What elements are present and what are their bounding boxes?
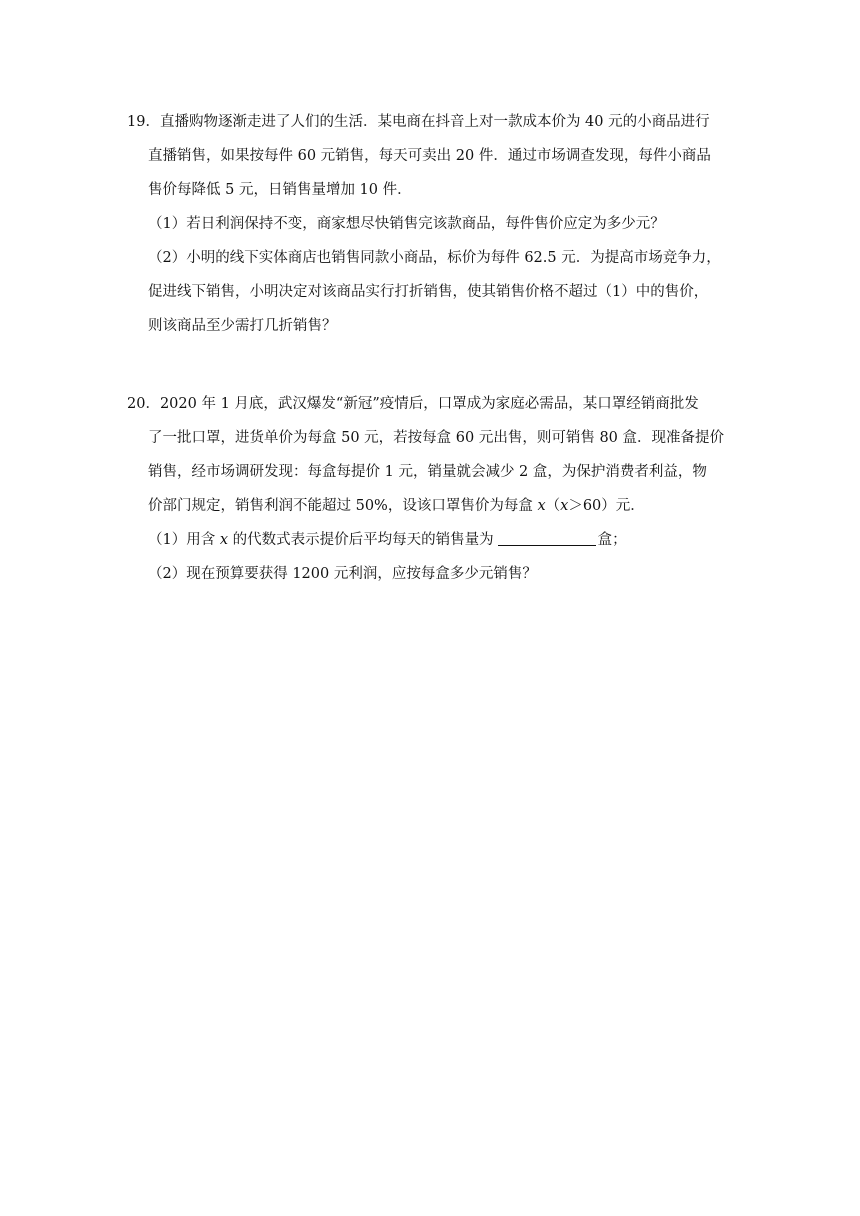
q19-line-1: [127, 112, 710, 132]
q20-line-4-paren: （: [545, 498, 561, 514]
q20-line-1: [127, 394, 699, 414]
q19-part-2-line-2: 促进线下销售，小明决定对该商品实行打折销售，使其销售价格不超过（1）中的售价，: [148, 284, 709, 300]
q20-part-1-unit: 盒；: [597, 532, 627, 548]
q20-part-1-prefix: （1）用含: [148, 532, 220, 548]
q19-text-line-2: 直播销售，如果按每件 60 元销售，每天可卖出 20 件．通过市场调查发现，每件小商品: [148, 148, 711, 164]
q20-part-2: （2）现在预算要获得 1200 元利润，应按每盒多少元销售？: [148, 566, 537, 582]
q20-text-line-2: 了一批口罩，进货单价为每盒 50 元，若按每盒 60 元出售，则可销售 80 盒．现准备提价: [148, 430, 725, 446]
variable-x: x: [219, 532, 229, 548]
variable-x: x: [560, 498, 569, 514]
variable-x: x: [537, 498, 546, 514]
q20-text-line-4: [148, 496, 645, 516]
q20-number: 20．: [127, 396, 160, 412]
q19-number: 19．: [127, 114, 160, 130]
q20-line-4-end: ＞60）元．: [568, 498, 645, 514]
q20-text-line-3: 销售，经市场调研发现：每盒每提价 1 元，销量就会减少 2 盒，为保护消费者利益，物: [148, 464, 707, 480]
q19-part-2-line-1: （2）小明的线下实体商店也销售同款小商品，标价为每件 62.5 元．为提高市场竞争力，: [148, 250, 721, 266]
q19-text-line-1: 直播购物逐渐走进了人们的生活．某电商在抖音上对一款成本价为 40 元的小商品进行: [159, 114, 710, 130]
q19-text-line-3: 售价每降低 5 元，日销售量增加 10 件．: [148, 182, 412, 198]
q20-line-4-text: 价部门规定，销售利润不能超过 50%，设该口罩售价为每盒: [148, 498, 538, 514]
q19-part-2-line-3: 则该商品至少需打几折销售？: [148, 318, 337, 334]
q20-text-line-1: 2020 年 1 月底，武汉爆发“新冠”疫情后，口罩成为家庭必需品，某口罩经销商批发: [159, 396, 699, 412]
answer-blank[interactable]: [498, 531, 596, 546]
q20-part-1: [148, 530, 627, 550]
q19-part-1: （1）若日利润保持不变，商家想尽快销售完该款商品，每件售价应定为多少元？: [148, 216, 665, 232]
q20-part-1-text: 的代数式表示提价后平均每天的销售量为: [228, 532, 494, 548]
